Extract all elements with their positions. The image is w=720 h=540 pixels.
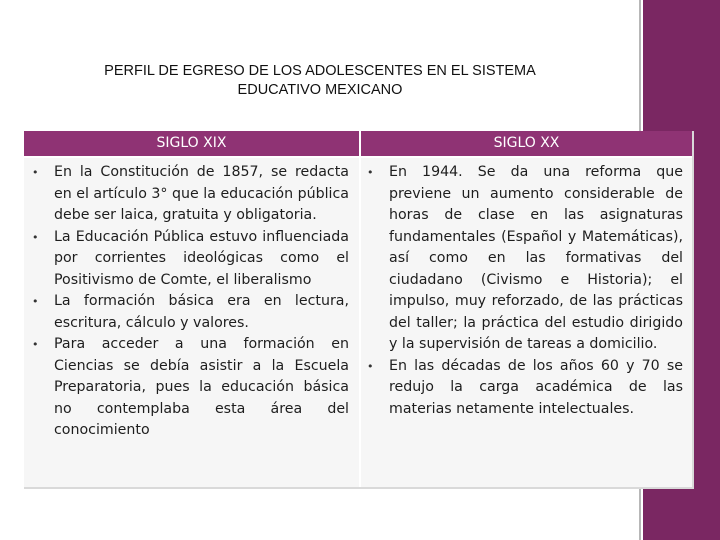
bullet-icon: • (367, 359, 374, 373)
slide-title (100, 62, 540, 100)
bullet-text: En 1944. Se da una reforma que previene un aumento considerable de horas de clase en las asignaturas fundamentales (Español y Matemáticas), así como en las formativas del ciudadano (Civismo e Historia); el impulso, muy reforzado, de las prácticas del taller; la práctica del estudio dirigido y la supervisión de tareas a domicilio. (389, 164, 683, 352)
column-divider (359, 131, 361, 487)
bullet-text: La Educación Pública estuvo influenciada por corrientes ideológicas como el Positivismo de Comte, el liberalismo (54, 228, 349, 288)
bullet-text: En la Constitución de 1857, se redacta en el artículo 3° que la educación pública debe ser laica, gratuita y obligatoria. (54, 164, 349, 223)
bullet-icon: • (32, 295, 39, 308)
list-item (32, 291, 349, 334)
comparison-table (24, 131, 694, 489)
column-body-siglo-xix (32, 162, 349, 442)
bullet-icon: • (32, 166, 39, 179)
bullet-text: En las décadas de los años 60 y 70 se redujo la carga académica de las materias netamente intelectuales. (389, 357, 683, 417)
list-item (367, 162, 683, 356)
bullet-icon: • (32, 230, 39, 244)
bullet-text: Para acceder a una formación en Ciencias se debía asistir a la Escuela Preparatoria, pues la educación básica no contemplaba esta área del conocimiento (54, 336, 349, 438)
bullet-text: La formación básica era en lectura, escritura, cálculo y valores. (54, 293, 349, 331)
column-header-siglo-xx: SIGLO XX (361, 131, 692, 158)
list-item (32, 334, 349, 442)
list-item (32, 227, 349, 292)
list-item (367, 356, 683, 421)
bullet-icon: • (32, 338, 39, 351)
slide-title-line-2: EDUCATIVO MEXICANO (237, 82, 403, 98)
column-body-siglo-xx (367, 162, 683, 420)
slide-title-line-1: PERFIL DE EGRESO DE LOS ADOLESCENTES EN EL SISTEMA (104, 63, 536, 79)
list-item (32, 162, 349, 227)
column-header-siglo-xix: SIGLO XIX (24, 131, 359, 158)
bullet-icon: • (367, 166, 374, 179)
